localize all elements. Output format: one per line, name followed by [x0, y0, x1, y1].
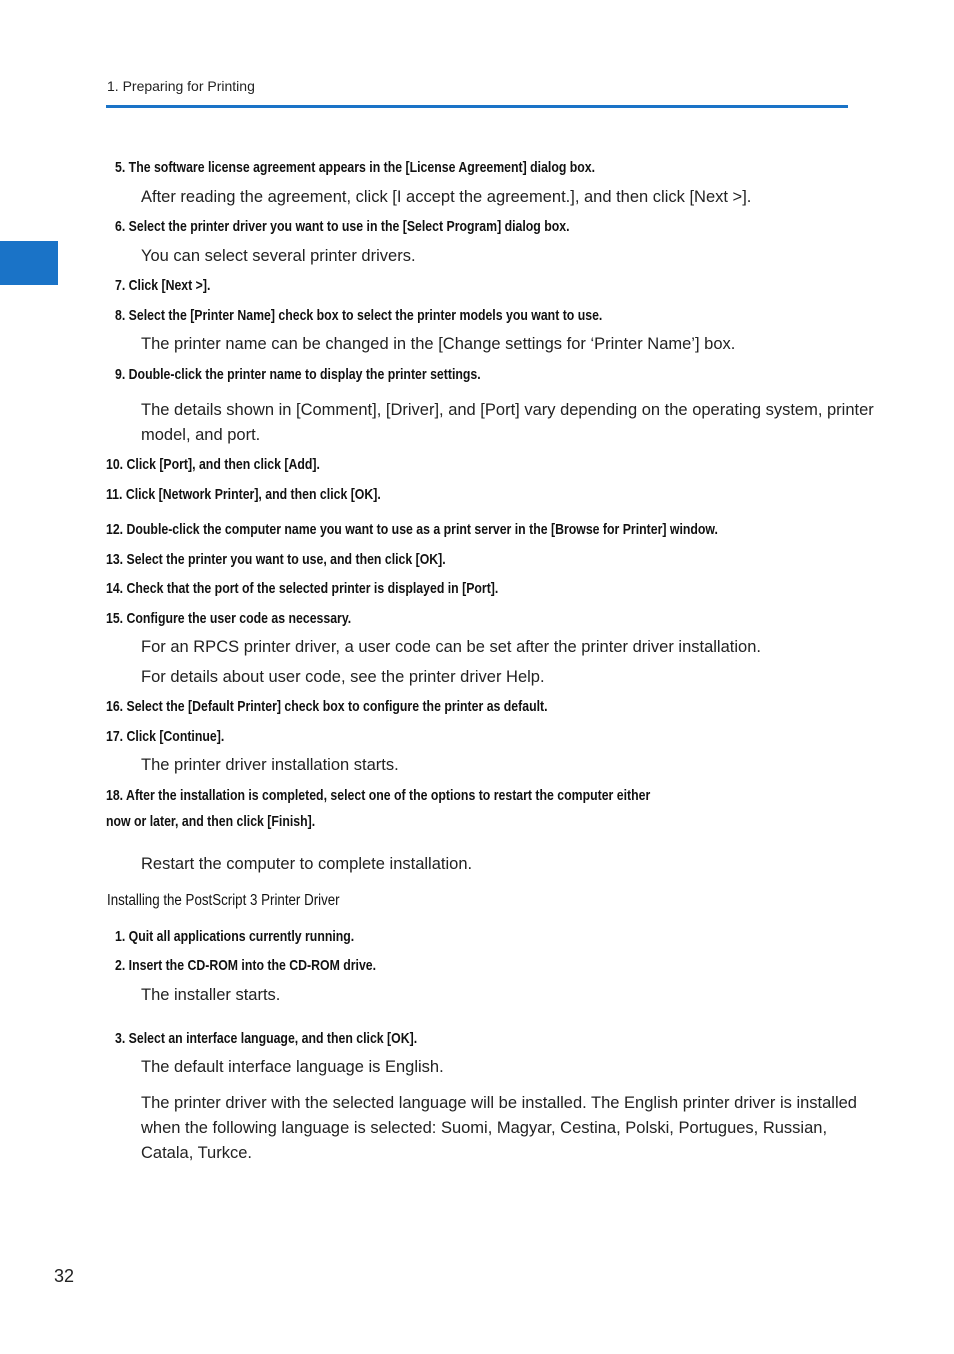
- step-16: 16. Select the [Default Printer] check box to configure the printer as default.: [106, 698, 548, 715]
- step-12: 12. Double-click the computer name you want to use as a print server in the [Browse for Printer] window.: [106, 521, 718, 538]
- running-header: 1. Preparing for Printing: [107, 78, 255, 94]
- step-15-note-1: For an RPCS printer driver, a user code can be set after the printer driver installation.: [141, 638, 761, 656]
- step-11: 11. Click [Network Printer], and then click [OK].: [106, 486, 381, 503]
- step-18-line-1: 18. After the installation is completed, select one of the options to restart the computer either: [106, 787, 651, 804]
- step-18-note: Restart the computer to complete installation.: [141, 855, 473, 873]
- step-9: 9. Double-click the printer name to display the printer settings.: [115, 366, 481, 383]
- step-7: 7. Click [Next >].: [115, 277, 211, 294]
- step-6: 6. Select the printer driver you want to use in the [Select Program] dialog box.: [115, 218, 570, 235]
- section-heading: Installing the PostScript 3 Printer Driver: [107, 892, 340, 909]
- ps-step-1: 1. Quit all applications currently running.: [115, 928, 355, 945]
- step-6-note: You can select several printer drivers.: [141, 247, 416, 265]
- ps-step-2: 2. Insert the CD-ROM into the CD-ROM drive.: [115, 957, 377, 974]
- step-8: 8. Select the [Printer Name] check box to select the printer models you want to use.: [115, 307, 603, 324]
- ps-step-2-note: The installer starts.: [141, 986, 281, 1004]
- step-13: 13. Select the printer you want to use, and then click [OK].: [106, 551, 446, 568]
- ps-step-3-note-2: The printer driver with the selected language will be installed. The English printer driver is installed when the following language is selected: Suomi, Magyar, Cestina, Polski, Portugues, Russian, Catala, Turkce.: [141, 1094, 857, 1162]
- step-18-line-2: now or later, and then click [Finish].: [106, 813, 316, 830]
- step-9-note: The details shown in [Comment], [Driver], and [Port] vary depending on the operating system, printer model, and port.: [141, 401, 874, 444]
- step-15: 15. Configure the user code as necessary.: [106, 610, 352, 627]
- page-number: 32: [54, 1266, 75, 1286]
- ps-step-3: 3. Select an interface language, and then click [OK].: [115, 1030, 418, 1047]
- step-15-note-2: For details about user code, see the printer driver Help.: [141, 668, 545, 686]
- step-17: 17. Click [Continue].: [106, 728, 225, 745]
- step-5-note: After reading the agreement, click [I accept the agreement.], and then click [Next >].: [141, 188, 752, 206]
- ps-step-3-note-1: The default interface language is English.: [141, 1058, 444, 1076]
- step-8-note: The printer name can be changed in the [Change settings for ‘Printer Name’] box.: [141, 335, 736, 353]
- step-14: 14. Check that the port of the selected printer is displayed in [Port].: [106, 580, 499, 597]
- step-17-note: The printer driver installation starts.: [141, 756, 399, 774]
- chapter-tab-marker: [0, 241, 58, 285]
- step-5: 5. The software license agreement appears in the [License Agreement] dialog box.: [115, 159, 596, 176]
- step-10: 10. Click [Port], and then click [Add].: [106, 456, 320, 473]
- header-rule: [106, 105, 848, 108]
